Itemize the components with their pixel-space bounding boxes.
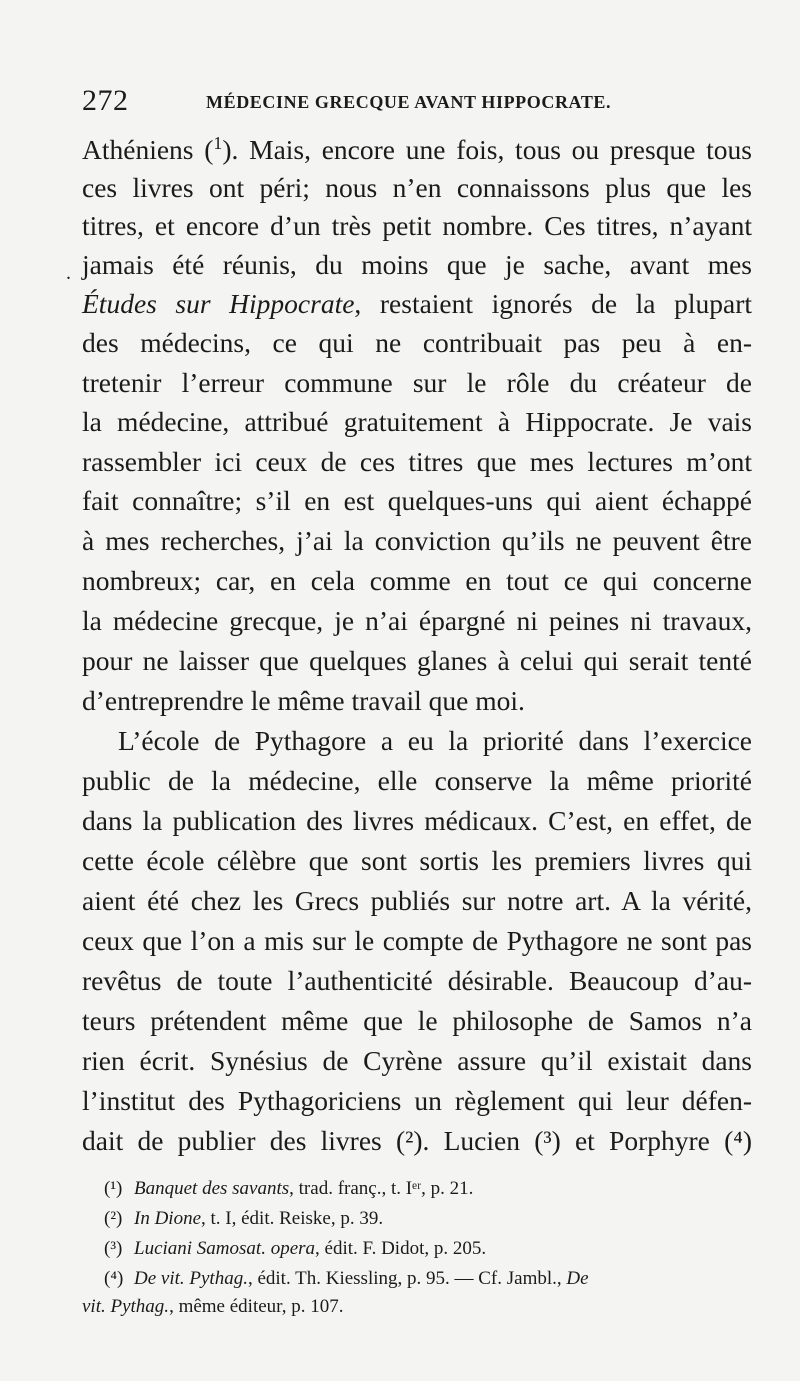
text-line: tretenir l’erreur commune sur le rôle du créateur de [82,367,752,398]
text-line: cette école célèbre que sont sortis les premiers livres qui [82,845,752,876]
text-line: nombreux; car, en cela comme en tout ce qui concerne [82,565,752,596]
text-line: fait connaître; s’il en est quelques-uns qui aient échappé [82,485,752,516]
text-line: ceux que l’on a mis sur le compte de Pythagore ne sont pas [82,925,752,956]
text-line: à mes recherches, j’ai la conviction qu’ils ne peuvent être [82,525,752,556]
text-line: teurs prétendent même que le philosophe de Samos n’a [82,1005,752,1036]
text-line: public de la médecine, elle conserve la même priorité [82,765,752,796]
text-line: dait de publier des livres (²). Lucien (³) et Porphyre (⁴) [82,1125,752,1156]
text-line: des médecins, ce qui ne contribuait pas peu à en- [82,327,752,358]
running-title: MÉDECINE GRECQUE AVANT HIPPOCRATE. [206,92,612,112]
text-line: l’institut des Pythagoriciens un règlement qui leur défen- [82,1085,752,1116]
footnote: (⁴) De vit. Pythag., édit. Th. Kiessling, p. 95. — Cf. Jambl., De [104,1268,589,1289]
footnote: (³) Luciani Samosat. opera, édit. F. Didot, p. 205. [104,1238,487,1259]
text-line: jamais été réunis, du moins que je sache, avant mes [82,249,752,280]
text-line: titres, et encore d’un très petit nombre. Ces titres, n’ayant [82,210,752,241]
text-line: d’entreprendre le même travail que moi. [82,685,525,716]
footnote: (²) In Dione, t. I, édit. Reiske, p. 39. [104,1208,384,1229]
text-line: aient été chez les Grecs publiés sur notre art. A la vérité, [82,885,752,916]
text-line: ces livres ont péri; nous n’en connaissons plus que les [82,172,752,203]
text-line: Études sur Hippocrate, restaient ignorés de la plupart [82,288,752,319]
text-line: la médecine, attribué gratuitement à Hippocrate. Je vais [82,406,752,437]
text-line: L’école de Pythagore a eu la priorité dans l’exercice [118,725,752,756]
text-line: pour ne laisser que quelques glanes à celui qui serait tenté [82,645,752,676]
text-line: rien écrit. Synésius de Cyrène assure qu’il existait dans [82,1045,752,1076]
footnote-continuation: vit. Pythag., même éditeur, p. 107. [82,1296,344,1317]
margin-mark: . [66,262,71,284]
text-line: rassembler ici ceux de ces titres que mes lectures m’ont [82,446,752,477]
text-line: dans la publication des livres médicaux. C’est, en effet, de [82,805,752,836]
text-line: la médecine grecque, je n’ai épargné ni peines ni travaux, [82,605,752,636]
page-header [82,84,742,118]
text-line: revêtus de toute l’authenticité désirable. Beaucoup d’au- [82,965,752,996]
footnote: (¹) Banquet des savants, trad. franç., t. Iᵉʳ, p. 21. [104,1178,474,1199]
page-number: 272 [82,84,129,117]
text-line: Athéniens ($^1$). Mais, encore une fois, tous ou presque tous [82,133,752,165]
